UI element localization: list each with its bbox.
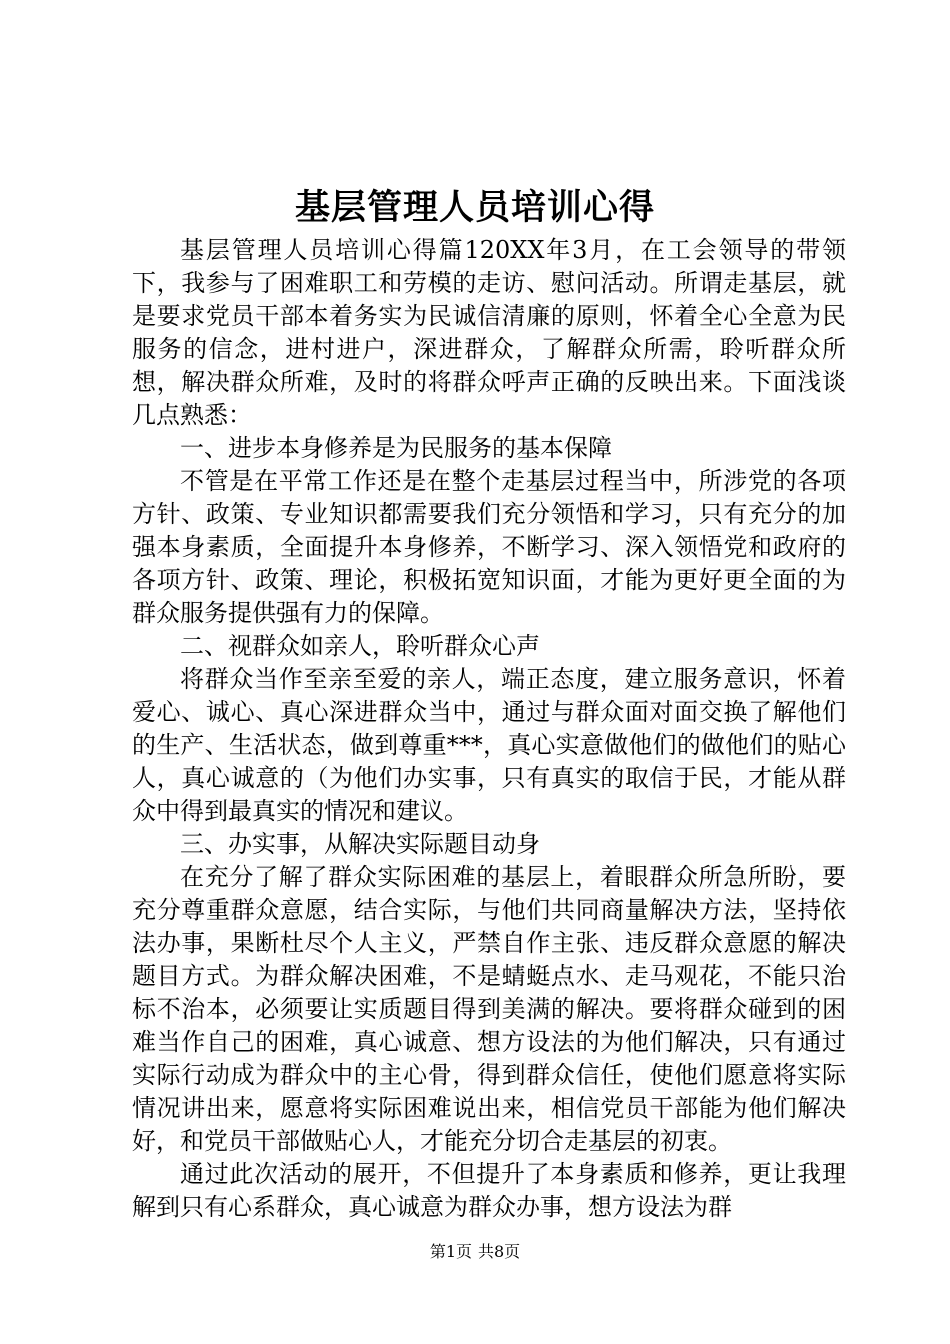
- page-total: 共8页: [478, 1242, 521, 1261]
- section-heading-2: 二、视群众如亲人，聆听群众心声: [180, 632, 540, 660]
- document-title: 基层管理人员培训心得: [294, 187, 655, 228]
- intro-paragraph: 基层管理人员培训心得篇120XX年3月，在工会领导的带领下，我参与了困难职工和劳模的走访、慰问活动。所谓走基层，就是要求党员干部本着务实为民诚信清廉的原则，怀着全心全意为民服务的信念，进村进户，深进群众，了解群众所需，聆听群众所想，解决群众所难，及时的将群众呼声正确的反映出来。下面浅谈几点熟悉：: [132, 236, 846, 429]
- document-body: [132, 234, 846, 1224]
- section-heading-3: 三、办实事，从解决实际题目动身: [180, 830, 540, 858]
- page-number: 第1页: [429, 1242, 472, 1261]
- closing-paragraph: 通过此次活动的展开，不但提升了本身素质和修养，更让我理解到只有心系群众，真心诚意为群众办事，想方设法为群: [132, 1160, 846, 1221]
- section-paragraph-2: 将群众当作至亲至爱的亲人，端正态度，建立服务意识，怀着爱心、诚心、真心深进群众当中，通过与群众面对面交换了解他们的生产、生活状态，做到尊重***，真心实意做他们的做他们的贴心人，真心诚意的（为他们办实事，只有真实的取信于民，才能从群众中得到最真实的情况和建议。: [132, 665, 846, 825]
- section-heading-1: 一、进步本身修养是为民服务的基本保障: [180, 434, 612, 462]
- section-paragraph-3: 在充分了解了群众实际困难的基层上，着眼群众所急所盼，要充分尊重群众意愿，结合实际，与他们共同商量解决方法，坚持依法办事，果断杜尽个人主义，严禁自作主张、违反群众意愿的解决题目方式。为群众解决困难，不是蜻蜓点水、走马观花，不能只治标不治本，必须要让实质题目得到美满的解决。要将群众碰到的困难当作自己的困难，真心诚意、想方设法的为他们解决，只有通过实际行动成为群众中的主心骨，得到群众信任，使他们愿意将实际情况讲出来，愿意将实际困难说出来，相信党员干部能为他们解决好，和党员干部做贴心人，才能充分切合走基层的初衷。: [132, 863, 846, 1155]
- section-paragraph-1: 不管是在平常工作还是在整个走基层过程当中，所涉党的各项方针、政策、专业知识都需要我们充分领悟和学习，只有充分的加强本身素质，全面提升本身修养，不断学习、深入领悟党和政府的各项方针、政策、理论，积极拓宽知识面，才能为更好更全面的为群众服务提供强有力的保障。: [132, 467, 846, 627]
- page-footer: [0, 1240, 950, 1264]
